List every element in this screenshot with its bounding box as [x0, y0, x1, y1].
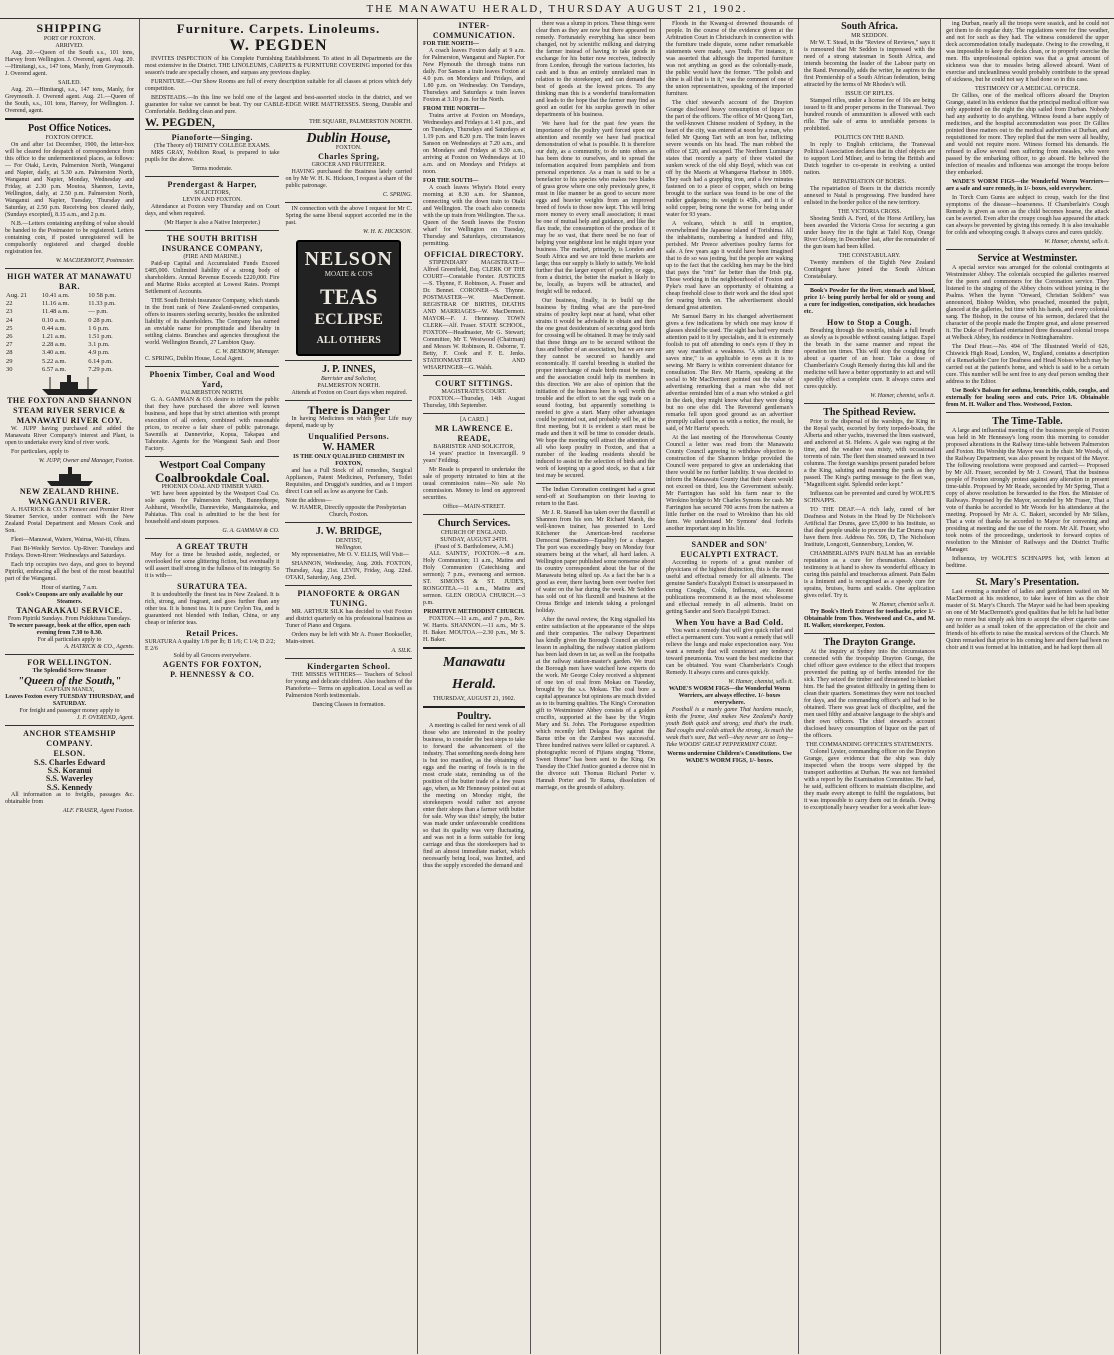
chamberlain-signature: W. Hamer, chemist sells it.: [871, 602, 935, 608]
methodist-title: PRIMITIVE METHODIST CHURCH.: [423, 609, 525, 615]
ship-list: [5, 759, 134, 792]
divider: [423, 647, 525, 649]
prendergast-body: Attendance at Foxton very Thursday and on Court days, and when required.: [145, 204, 280, 218]
divider: [285, 360, 412, 361]
agents-foxton: AGENTS FOR FOXTON,: [162, 660, 262, 670]
dublin-house: Dublin House,: [306, 131, 392, 147]
repatriation-body: The repatriation of Boers in the districts recently annexed to Natal is progressing. Five hundred have enlisted in the border police of the new territory.: [804, 186, 935, 206]
sailed-label: SAILED.: [58, 80, 81, 86]
column-news-2: [661, 19, 799, 1354]
divider: [946, 573, 1109, 574]
retail-prices: Retail Prices.: [186, 629, 239, 639]
tide-row: [5, 333, 134, 341]
tangarakau-body: From Pipiriki Sundays. From Pukikituna Tuesdays.: [7, 616, 132, 623]
local-news-2: After the naval review, the King signalled his entire satisfaction at the appearance of the ships and their companies. The railway Department has kindly given the Borough Council an object lesson in asphalting, the railway station platform has been laid down in tar, as well as the footpaths at the railway station-master's garden. We trust the Borough men have watched how experts do the work. Mr George Coley received a shipment of one ton of coal from Mokau on Tuesday, brought by the s.s. Mokau. The coal bore a capital appearance but opinions are much divided as to its burning qualities. The King's Coronation gift to Westminster Abbey consists of a golden crucifix, supported at the base by the Virgin Mary and St. John. The Portuguese expedition which recently left Delagoa Bay against the Barue tribe on the Zambesi was successful. Three hundred natives were killed or captured. A photographic record of Fijians singing "Home, Sweet Home" has been sent to the King. On Tuesday the Chief Justice granted a decree nisi in the divorce suit Thomas Richard Porter v. Hannah Porter and Te Rama, dissolution of marriage, on the grounds of adultery.: [536, 617, 655, 791]
reade-name: MR LAWRENCE E. READE,: [435, 424, 513, 443]
tide-cell: 10.41 a.m.: [42, 292, 70, 299]
bridge-body: My representative, Mr O. V. ELLIS, Will Visit—: [291, 552, 409, 559]
tide-cell: 0.10 a.m.: [42, 316, 67, 324]
tide-cell: 3.1 p.m.: [88, 341, 110, 349]
nelson-name: NELSON: [304, 248, 393, 271]
anchor-company-title: ANCHOR STEAMSHIP COMPANY.: [23, 729, 116, 749]
divider: [285, 202, 412, 203]
nelson-all-others: ALL OTHERS: [316, 335, 381, 347]
victoria-cross-body: Shoeing Smith A. Ford, of the Horse Artillery, has been awarded the Victoria Cross for securing a gun under heavy fire in the fight at Tafel Kop, Orange River Colony, in December last, after the remainder of the gun team had been killed.: [804, 216, 935, 250]
suratura-body: It is undoubtedly the finest tea in New Zealand. It is rich, strong, and fragrant, and goes further than any other tea. It is honest tea. It is pure Ceylon Tea, and is guaranteed not blended with Indian, China, or any cheap or inferior teas.: [145, 592, 280, 627]
tide-cell: 5.22 a.m.: [42, 357, 67, 365]
divider: [423, 375, 525, 376]
innes-location: PALMERSTON NORTH.: [317, 383, 381, 390]
divider: [285, 658, 412, 659]
church-date: SUNDAY, AUGUST 24TH.: [440, 537, 508, 543]
croup-signature: W. Hamer, chemist, sells it.: [1044, 239, 1109, 245]
from-north-body: Trains arrive at Foxton on Mondays, Wednesdays and Fridays at 1.41 p.m., and on Tuesdays, Thursdays and Saturdays at 1.19 p.m. and 8.20 p.m. The train leaves Sanson on Wednesdays at 7.20 a.m., and on Mondays and Fridays at 9.30 a.m., arriving at Foxton on Wednesdays at 10 a.m. and on Mondays and Fridays at noon.: [423, 113, 525, 175]
insurance-body-2: THE South British Insurance Company, which stands in the front rank of New Zealand-owned companies, offers to insurers sterling security, besides the unlimited liability of its shareholders. The Company has earned an enviable name for promptitude and liberality in settling claims. Branches and agencies throughout the world. Wellington Branch, 27 Lambton Quay.: [145, 298, 280, 347]
shipping-title: SHIPPING: [36, 21, 103, 35]
insurance-body: Paid-up Capital and Accumulated Funds Exceed £485,000. Unlimited liability of a strong body of shareholders. Annual Revenue Exceeds £220,000. Fire and Marine Risks accepted at Lowest Rates. Prompt Settlement of Accounts.: [145, 261, 280, 296]
drayton-continued: ing Durban, nearly all the troops were seasick, and he could not get them to do regular duty. The regulations were for fine weather, and not for such as they had. The witness considered the upper deck accommodation totally inadequate. Owing to the crowding, it was impossible to keep the decks clean, or to properly exercise the men. His unprofessional opinion was that a great amount of sickness was due to measles being allowed aboard. Want of exercise and uncleanliness would probably contribute to the spread of sickness, but he could not say it had done so in this case.: [946, 21, 1109, 83]
statements-body: Colonel Lyster, commanding officer on the Drayton Grange, gave evidence that the ship was duly inspected when the troops were shipped by the transport authorities at Durban. He was not furnished with a report by the Examination Committee. He had, he said, sufficient officers to maintain discipline, and they made every attempt to fulfil the regulations, but it was impossible to carry them out in details. Owing to exceptionally heavy weather for a week after leav-: [804, 749, 935, 811]
spithead-title: The Spithead Review.: [823, 407, 916, 418]
divider: [804, 633, 935, 634]
poultry-continued-2: We have had for the past few years the importance of the poultry yard forced upon our attention and recently we have had practical demonstration of what is possible. It is therefore our duty, as a community, to do unto others as has been done to ourselves, and to spread the information acquired from pamphlets and from personal experience. As a man is said to be a benefactor to his species who makes two blades of grass grow where one only previously grew, it must in like manner be as good to secure more eggs and heavier weights from an improved breed of fowls to those now kept. This will bring more money to every small association; it must be one of mutual help and guidance, and like the flax trade, the consumption of the produce of it may be so vast, that there need be no fear of helping your neighbour lest he might injure your business. The market, primarily, is London and South Africa and we are told these markets are large; thus our supply is likely to satisfy. We hold further that the larger export of poultry, or eggs, from a district, the better the market is likely to be, locally, as buyers will be attracted, and freight will be reduced.: [536, 121, 655, 295]
queen-of-south: "Queen of the South,": [17, 675, 122, 688]
tide-cell: 11.33 p.m.: [88, 300, 116, 308]
ship-name: S.S. Kennedy: [46, 782, 93, 792]
dancing-classes: Dancing Classes in formation.: [312, 702, 386, 709]
postmaster-signature: W. MACDERMOTT, Postmaster.: [55, 258, 134, 264]
truth-title: A GREAT TRUTH: [176, 542, 249, 552]
local-news: Mr J. R. Stansell has taken over the flaxmill at Shannon from his son. Mr Richard Marsh, the well-known trainer, has presented to Lord Kitchener the American-bred racehorse Democrat (Sensation—Equality) for a charger. The port was exceedingly busy on Monday four steamers being at the wharf, all hard laden. A Wellington paper published some nonsense about its country correspondent about the bar of the Manawatu being silted up. As a fact the bar is a good as ever, there having been over twelve feet of water on the bar during the week. Mr Seddon has sold out of his flaxmill and business at the Oroua Bridge and intends taking a prolonged holiday.: [536, 510, 655, 614]
column-news-1: [531, 19, 661, 1354]
reade-body-2: Mr Reade is prepared to undertake the sale of property intrusted to him at the usual commission rates—No sale No commission. Money to lend on approved securities.: [423, 467, 525, 501]
divider: [946, 412, 1109, 413]
pegden-address: THE SQUARE, PALMERSTON NORTH.: [309, 118, 412, 125]
stop-cough-signature: W. Hamer, chemist, sells it.: [870, 393, 935, 399]
testimony-heading: TESTIMONY OF A MEDICAL OFFICER.: [974, 86, 1081, 92]
divider: [285, 585, 412, 586]
divider: [145, 176, 279, 177]
tide-row: [5, 317, 134, 325]
poultry-title: Poultry.: [456, 711, 492, 722]
bad-cold-body: You want a remedy that will give quick relief and effect a permanent cure. You want a remedy that will relieve the lungs and make expectoration easy. You want a remedy that will counteract any tendency toward pneumonia. You want the best medicine that can be obtained. You want Chamberlain's Cough Remedy. It always cures and cures quickly.: [666, 628, 794, 676]
toothache-advert: Try Book's Herb Extract for toothache, price 1/- Obtainable from Thos. Westwood and Co., and M. H. Walker, storekeeper, Foxton.: [804, 609, 935, 629]
tide-cell: 4.9 p.m.: [88, 349, 110, 357]
for-south-label: FOR THE SOUTH—: [423, 178, 479, 184]
column-shipping: [0, 19, 140, 1354]
church-body: ALL SAINTS', FOXTON.—8 a.m. Holy Communion; 11 a.m., Matins and Holy Communion (Catechising and sermon); 7 p.m., evensong and sermon. ST. SIMON'S & ST. JUDE'S, RONGOTEA.—11 a.m., Matins and sermon. GLEN OROUA CHURCH.—3 p.m.: [423, 551, 525, 606]
post-office-title: Post Office Notices.: [27, 123, 112, 134]
steamer-icon: [5, 374, 134, 396]
bad-cold-signature: W. Hamer, chemist, sells it.: [728, 679, 793, 685]
news-steward: The chief steward's account of the Drayton Grange disclosed heavy consumption of liquor on the part of the officers. The office of Mr Quong Tart, the well-known Chinese resident of Sydney, in the heart of the city, was entered at noon by a man, who felled Mr Quong Tart with an iron bar, inflicting severe wounds on his head. The man robbed the office of £20, and escaped. The Northern Luminary states that recently a party of three visited the sunken wreck of the old ship Boyd, which was cut off by the Maoris at Whangaroa Harbour in 1809. They each had a grappling iron, and a few minutes fastened on to a piece of copper, which on being brought to the surface was found to be one of the rudder gudgeons; its weight is 45lb., and it is of solid copper, being none the worse for being under water for 93 years.: [666, 100, 793, 218]
phoenix-title: Phoenix Timber, Coal and Wood Yard,: [149, 370, 276, 390]
tide-cell: 22: [6, 300, 13, 308]
for-south-body: A coach leaves Whyte's Hotel every morning at 8.30 a.m. for Shannon, connecting with the down train to Otaki and Wellington. The coach also connects with the up train from Wellington. The s.s. Queen of the South leaves the Foxton wharf for Wellington on Tuesday, Thursday and Saturdays, circumstances permitting.: [423, 185, 525, 247]
poultry-body: A meeting is called for next week of all those who are interested in the poultry business, to consider the best steps to take to forward the advancement of the industry. That something needs doing here is but too manifest, as the obtaining of eggs and the rearing of fowls is in the most crude state, reminding us of the position of the butter trade of a few years ago, when, as Mr Hennessy pointed out at the meeting on Monday night, the storekeepers would rather not anyone enter their shops than a farmer with butter for sale. Why was this? simply, the butter was made under unfavourable conditions so that its quality was very fluctuating, and was not in a form suitable for long carriage and thus the storekeepers had to find an almost immediate market, which necessarily being local, was limited, and thus the supply exceeded the demand and: [423, 723, 525, 869]
danger-title: There is Danger: [307, 403, 390, 418]
divider: [145, 538, 279, 539]
tide-row: [5, 292, 134, 300]
tide-cell: 11.16 a.m.: [42, 300, 70, 308]
hamer-name: W. HAMER: [322, 442, 375, 454]
deaf-hear: The Deaf Hear.—No. 494 of The Illustrated World of 626, Chiswick High Road, London, W., England, contains a description of a Remarkable Cure for Deafness and Head Noises which may be carried out at the patient's home, and which is said to be a certain cure. This number will be sent free to any deaf person sending their address to the Editor.: [946, 344, 1109, 385]
westport-title: Westport Coal Company: [159, 460, 266, 472]
prendergast-title: Prendergast & Harper,: [167, 180, 257, 190]
nelson-eclipse: ECLIPSE: [314, 311, 383, 329]
silk-orders: Orders may be left with Mr A. Fraser Bookseller, Main-street.: [285, 632, 412, 646]
leaves-foxton: Leaves Foxton every TUESDAY THURSDAY, and SATURDAY.: [5, 694, 134, 708]
rand-heading: POLITICS ON THE RAND.: [834, 135, 905, 141]
spring-body: HAVING purchased the Business lately carried on by Mr W. H. K. Hickson, I request a share of the public patronage.: [285, 169, 412, 190]
pegden-title: W. PEGDEN: [229, 37, 328, 54]
influenza-note: Influenza can be prevented and cured by WOLFE'S SCHNAPPS.: [804, 491, 935, 504]
suratura-title: SURATURA TEA.: [177, 582, 248, 592]
westport-body: WE have been appointed by the Westport Coal Co. sole agents for Palmerston North, Bunnythorpe, Ashhurst, Woodville, Dannevirke, Mangatainoka, and Pahiatua. This coal is admitted to be the best for household and steam purposes.: [145, 491, 280, 526]
furniture-heading: Furniture. Carpets. Linoleums.: [176, 21, 381, 36]
divider: [666, 536, 793, 537]
sold-everywhere: Sold by all Grocers everywhere.: [173, 653, 251, 660]
divider: [285, 522, 412, 523]
drayton-title: The Drayton Grange.: [823, 637, 916, 648]
inter-communication-title: INTER-COMMUNICATION.: [432, 21, 516, 40]
pegden-bedsteads: BEDSTEADS.—In this line we hold one of the largest and best-assorted stocks in the district, and we guarantee for value we cannot be beat. Try our CABLE-EDGE WIRE MATTRESSES. Strong, Durable and Comfortable. Bedding clean and pure.: [145, 95, 412, 115]
constabulary-heading: THE CONSTABULARY.: [838, 253, 901, 259]
court-subtitle: MAGISTRATE'S COURT.: [441, 389, 507, 395]
nelson-tea-advert: [296, 240, 401, 356]
coalbrookdale: Coalbrookdale Coal.: [154, 470, 270, 486]
piano-organ-title: PIANOFORTE & ORGAN TUNING.: [297, 589, 400, 609]
bad-cold-title: When You have a Bad Cold.: [675, 618, 784, 627]
westminster-title: Service at Westminster.: [977, 253, 1078, 264]
left-adverts: [145, 133, 279, 709]
phoenix-body: G. A. GAMMAN & CO. desire to inform the public that they have purchased the above well known business, and hope that by strict attention with prompt execution of all orders, combined with reasonable prices, to receive a fair share of public patronage. Sawmills at Dannevirke, Kopua, Takapau and Tahoraite. Agents for the Wanganui Sash and Door Factory.: [145, 397, 280, 453]
drayton-body: At the inquiry at Sydney into the circumstances connected with the troopship Drayton Grange, the chief officer gave evidence to the effect that troopers prevented the putting up of berths intended for the sick. They seized the timber and threatened to blanket him. He had the greatest difficulty in getting them to clean their quarters. Sometimes they were not touched for days, and the commanding officer's aid had to be obtained. There was great lack of discipline, and the men used filthy and abusive language to the ship's and their own officers. The chief steward's account disclosed heavy consumption of liquor on the part of the officers.: [804, 649, 935, 739]
reade-title: BARRISTER AND SOLICITOR,: [433, 444, 515, 450]
divider: [5, 268, 134, 269]
wanganui-body: A. HATRICK & CO.'S Pioneer and Premier River Steamer Service, under contract with the New Zealand Postal Department and Messrs Cook and Son.: [5, 507, 134, 535]
grocer: GROCER AND FRUITERER.: [311, 162, 386, 169]
sailed-text: Aug. 20.—Himitangi, s.s., 147 tons, Manly, for Greymouth. J. Overend agent. Aug. 21.—Queen of the South, s.s., 101 tons, Harvey, for Wellington. J. Overend, agent.: [5, 87, 134, 114]
tide-cell: 24: [6, 316, 13, 324]
sander-title: SANDER and SON' EUCALYPTI EXTRACT.: [680, 540, 779, 559]
gray-terms: Terms moderate.: [192, 166, 233, 173]
official-directory-body: STIPENDIARY MAGISTRATE—Alfred Greenfield, Esq. CLERK OF THE COURT—Constable Forster. JUSTICES—S. Thynne, F. Robinson, A. Fraser and Dr. Bennet. CORONER—S. Thynne. POSTMASTER—W. MacDermott. REGISTRAR OF BIRTHS, DEATHS AND MARRIAGES—W. MacDermott. MAYOR—F. J. Hennessy. TOWN CLERK—Alf. Fraser. STATE SCHOOL, FOXTON—Headmaster, Mr G. Stewart; Committee, Mr T. Westwood (Chairman) and Messrs W. Robinson, R. Osborne, T. Betty, F. Cook and F. E. Jenks. STATIONMASTER AND WHARFINGER—G. Walsh.: [423, 260, 525, 371]
testimony-body: Dr Gillies, one of the medical officers aboard the Drayton Grange, stated in his evidence that the principal medical officer was only appointed on the night the ship sailed from Durban. Nobody had any authority to do anything. Witness found a bare supply of medicines, and the hospital accommodation was poor. Dr Gillies pointed these matters out to the medical authorities at Durban, and requisitioned for more. They replied that the men were all healthy, and would not require more. Witness formed his demands. He refused to allow several men suffering from measles, who were passed by the embarking officer, to go aboard. He believed the infection of measles and influenza was amongst the troops before they embarked.: [946, 93, 1109, 176]
river-steamer-icon: [5, 465, 134, 487]
captain: CAPTAIN MANLY,: [44, 687, 95, 694]
tide-cell: 26: [6, 333, 13, 341]
secure-passage: To secure passage, book at the office, open each evening from 7.30 to 8.30.: [9, 623, 130, 637]
river-service-contact: For particulars, apply to: [11, 449, 69, 456]
st-marys-body: Last evening a number of ladies and gentlemen waited on Mr MacDermott at his residence, to take leave of him as the choir master of St. Mary's Church. The Mayor said he had been speaking on one of Mr MacDermott's good qualities that he felt he had better say no more but simply ask him to accept the silver cigarette case and holder as a small token of the appreciation of the choir and friends of his efforts to raise the musical services of the Church. Mr Quinn remarked that prior to his coming here and there had been no choir and it was formed at his initiation, and he had kept them all: [946, 589, 1109, 651]
poultry-continued: there was a slump in prices. These things were clear then as they are now but there appeared no remedy. Fortunately everything has since been changed, not by scientific milking and dairying the farmer instead of having to take goods in exchange for his butter now receives, indirectly from London, through the various factories, his cash and is thus an entirely unrelated man in relation to the storekeeper, and can demand the best of goods at the lowest prices. To any thinking man this is a wonderful transformation and leads to the hope that the farmer may find as good an outlet for his surplus growth in other departments of his business.: [536, 21, 655, 118]
divider: [804, 403, 935, 404]
right-adverts: [285, 133, 412, 709]
tide-cell: 1.51 p.m.: [88, 333, 113, 341]
tide-cell: 27: [6, 341, 13, 349]
stop-cough-title: How to Stop a Cough.: [827, 318, 912, 327]
news-council: At the last meeting of the Horowhenua County Council a letter was read from the Manawatu County Council agreeing to withdraw objection to construction of the Shannon bridge provided the Council were prepared to give an undertaking that there would be no further liability. It was decided to inform the Manawatu County that their share would not exceed on third, less the Government subsidy. Mr Farrington has sold his farm near to the Wirokino bridge to Mr Charles Symons for cash. Mr Farrington has secured 700 acres from the natives a little further on the road to Wirokino than his old farm. We understand Mr Symons' deal forfeits another important step in his life.: [666, 435, 793, 532]
poultry-continued-3: Our business, finally, is to build up the business by finding what are the pure-bred strains of poultry kept near at hand, what other strains it would be advisable to obtain and then the one great desideratum of securing good birds for crossing will be obtained. It may be truly said that these things are to be secured without the fuss and bother of an association, but we are sure they cannot be secured so handily and economically. If careful breeding is studied the proper interchange of male birds must be made, and the association could help its members in this direction. We are also of opinion that the initiation of the business here is well worth the trouble and the effort to set the egg trade on a sound footing, but apparently something is needed to give a start. Many other advantages could be pointed out, and probably will be, at the first meeting, but it is evident a start must be made and then it will be time to consider details. We hope the meeting will attract the attention of all who keep poultry in Foxton, and that a number of the leading residents should be induced to assist in the selection of birds and the work of keeping up a good stock, so that a fair test may be secured.: [536, 298, 655, 479]
from-north-label: FROM THE NORTH—: [423, 106, 485, 112]
nelson-company: MOATE & CO'S: [324, 270, 373, 279]
divider: [5, 118, 134, 120]
chamberlain-balm: CHAMBERLAIN'S PAIN BALM has an enviable reputation as a cure for rheumatism. Abundant testimony is at hand to show its wonderful efficacy in curing this painful and treacherous ailment. Pain Balm is a liniment and is recognised as a speedy cure for sprains, bruises, burns and scalds. One application gives relief. Try it.: [804, 551, 935, 599]
tide-cell: 3.40 a.m.: [42, 349, 67, 357]
for-wellington-title: FOR WELLINGTON.: [27, 658, 112, 668]
tide-row: [5, 300, 134, 308]
reade-body: 14 years' practice in Invercargill. 9 years' Feilding.: [423, 451, 525, 464]
football-verse: Football is a manly game That hardens muscle, knits the frame, And makes New Zealand's hardy youth Both quick and strong; and that's the truth. Bad coughs and colds attack the strong, As much the weak that's sure, But well—they never are so long— Take WOODS' GREAT PEPPERMINT CURE.: [666, 707, 793, 748]
kindergarten-title: Kindergarten School.: [307, 662, 391, 672]
divider: [145, 230, 279, 231]
insurance-subtitle: (FIRE AND MARINE.): [183, 254, 242, 261]
tide-table: [5, 292, 134, 374]
divider: [5, 725, 134, 726]
news-floods: Floods in the Kwang-si drowned thousands of people. In the course of the evidence given at the Arbitration Court in Christchurch in connection with the furniture trade dispute, some rather remarkable statements were made, says Truth. For instance, it was asserted that although the imported furniture was not anything as good as the colonially-made, the public would have the former. "The polish and shine is all that is in it," was the comment of one of the union representatives, speaking of the imported furniture.: [666, 21, 793, 97]
deaf-note: TO THE DEAF.—A rich lady, cured of her Deafness and Noises in the Head by Dr Nicholson's Artificial Ear Drums, gave £5,000 to his Institute, so that deaf people unable to procure the Ear Drums may have them free. Address No. 596, D, The Nicholson Institute, Longcott, Gunnersbury, London, W.: [804, 507, 935, 548]
church-services-title: Church Services.: [437, 518, 511, 529]
card-label: [A CARD.]: [460, 417, 488, 423]
tide-cell: 10 58 p.m.: [88, 292, 117, 299]
south-africa-title: South Africa.: [841, 21, 898, 32]
tide-cell: 7.29 p.m.: [88, 365, 113, 373]
tide-title: HIGH WATER AT MANAWATU BAR.: [7, 272, 132, 291]
court-body: FOXTON.—Thursday, 14th August Thursday, 18th September.: [423, 396, 525, 409]
pegden-furniture: FURNITURE.—Our Show Rooms are full of every description suitable for all classes at prices which defy competition.: [145, 79, 412, 92]
spring-agent: C. SPRING, Dublin House, Local Agent.: [145, 356, 244, 363]
pegden-body: INVITES INSPECTION of his Complete Furnishing Establishment. To attest in all Departments are the most extensive in the District. THE LINOLEUMS, CARPETS & FURNITURE COVERING imported for this season's trade are specially chosen, and surpass any previous display.: [145, 56, 412, 76]
innes-title: Barrister and Solicitor,: [320, 376, 377, 383]
tide-row: [5, 366, 134, 374]
constabulary-body: Twenty members of the Eighth New Zealand Contingent have joined the South African Constabulary.: [804, 260, 935, 280]
for-north-label: FOR THE NORTH—: [423, 41, 480, 47]
sander-body: According to reports of a great number of physicians of the highest distinction, this is the most useful and effectual remedy for all ailments. The genuine Sander's Eucalypti Extract is unsurpassed in curing Coughs, Colds, Influenza, etc. Recent publications recommend it as the most wholesome and effectual remedy in all ailments. Insist on getting Sander and Son's Eucalypti Extract.: [666, 560, 793, 615]
divider: [145, 456, 279, 457]
shipping-subtitle: PORT OF FOXTON.: [43, 36, 96, 42]
bridge-visits: SHANNON, Wednesday, Aug. 20th. FOXTON, Thursday, Aug. 21st. LEVIN, Friday, Aug. 22nd. OTAKI, Saturday, Aug. 23rd.: [285, 561, 412, 582]
spring-name: Charles Spring,: [318, 152, 380, 162]
piano-title: Pianoforte—Singing.: [171, 133, 253, 143]
tide-row: [5, 308, 134, 316]
tide-cell: 25: [6, 324, 13, 332]
tide-row: [5, 325, 134, 333]
elson: ELSON.: [53, 749, 86, 759]
gamman-signature: G. A. GAMMAN & CO.: [222, 528, 280, 535]
books-powder: Book's Powder for the liver, stomach and blood, price 1/- being purely herbal for old or young and a cure for indigestion, constipation, sick headaches etc.: [804, 288, 935, 315]
victoria-cross-heading: THE VICTORIA CROSS.: [837, 209, 902, 215]
tide-cell: 23: [6, 308, 13, 316]
piano-subtitle: (The Theory of) TRINITY COLLEGE EXAMS.: [153, 143, 271, 150]
river-service-title: THE FOXTON AND SHANNON STEAM RIVER SERVICE & MANAWATU RIVER COY.: [7, 396, 132, 426]
methodist-body: FOXTON.—11 a.m., and 7 p.m., Rev. W. Harris. SHANNON.—11 a.m., Mr S. H. Baker. MOUTOA.—2.30 p.m., Mr S. H. Baker.: [423, 616, 525, 643]
bridge-city: Wellington.: [335, 545, 363, 552]
levin-foxton: LEVIN AND FOXTON.: [182, 197, 242, 204]
tide-cell: 28: [6, 349, 13, 357]
hour-starting: Hour of starting, 7 a.m.: [41, 585, 98, 592]
divider: [423, 706, 525, 708]
freight-info: For freight and passenger money apply to: [19, 708, 120, 715]
hamer-address: W. HAMER, Directly opposite the Presbyterian Church, Foxton.: [291, 505, 407, 519]
wanganui-river-title: WANGANUI RIVER.: [28, 497, 111, 507]
official-directory-title: OFFICIAL DIRECTORY.: [424, 250, 524, 259]
church-feast: (Feast of S. Bartholomew, A.M.): [434, 544, 514, 550]
masthead: THE MANAWATU HERALD, THURSDAY AUGUST 21, 1902.: [0, 0, 1114, 19]
herald-title: Manawatu Herald.: [442, 655, 506, 692]
truth-body: May for a time be brushed aside, neglected, or overlooked for some glittering fiction, but eventually it will assert itself strong in the fullness of its integrity. So it is with—: [145, 552, 280, 580]
church-subtitle: CHURCH OF ENGLAND.: [440, 530, 508, 536]
spring-signature: C. SPRING.: [382, 192, 412, 199]
anchor-info: All information as to freights, passages &c. obtainable from: [5, 791, 134, 805]
divider: [145, 366, 279, 367]
tide-cell: 0 28 p.m.: [88, 316, 113, 324]
post-office-subtitle: FOXTON OFFICE.: [45, 135, 94, 141]
rifles-heading: ISSUE OF RIFLES.: [845, 91, 894, 97]
divider: [5, 654, 134, 655]
time-table-title: The Time-Table.: [992, 416, 1063, 427]
phoenix-location: PALMERSTON NORTH.: [180, 390, 244, 397]
nz-rhine-title: NEW ZEALAND RHINE.: [19, 487, 120, 497]
phoenix-yard: PHOENIX COAL AND TIMBER YARD.: [161, 484, 263, 491]
harper-note: (Mr Harper is also a Native Interpreter.): [164, 220, 261, 227]
cooks-coupons: Cook's Coupons are only available by our Steamers.: [16, 592, 123, 606]
tide-cell: Aug. 21: [6, 292, 27, 299]
jupp-signature: W. JUPP, Owner and Manager, Foxton.: [38, 458, 134, 465]
croup-note: In Torch Cum Gums are subject to croup, watch for the first symptoms of the disease—hoarseness. If Chamberlain's Cough Remedy is given as soon as the child becomes hoarse, the attack can be averted. Even after the croupy cough has appeared the attack can always be prevented by giving this remedy. It is also invaluable for colds and whooping cough. It always cures and cures quickly.: [946, 195, 1109, 236]
overend-signature: J. F. OVEREND, Agent.: [76, 715, 134, 722]
column-advertisements: [140, 19, 418, 1354]
tide-cell: 0.44 a.m.: [42, 324, 67, 332]
hamer-body: and has a Full Stock of all remedies, Surgical Appliances, Patent Medicines, Perfumery, Toilet Requisites, and Druggist's sundries, and as I import direct I can sell as low as anyone for Cash.: [285, 468, 412, 496]
spithead-body: Prior to the dispersal of the warships, the King in the Royal yacht, escorted by forty torpedo-boats, the Alberta and other yachts, traversed the lines eastward, and anchored at St. Helens. A gale was raging at the time, and the weather was misty, with occasional torrents of rain. The fleet then steamed seaward in two columns. The foreign warships present paraded before a the King, saluting and manning the yards as they passed. The King's parting message to the fleet was, "Magnificent sight. Splendid order kept.": [804, 419, 935, 488]
silk-body: MR. ARTHUR SILK has decided to visit Foxton and district quarterly on his professional business as Tuner of Piano and Organs.: [285, 609, 412, 630]
hatrick-signature: A. HATRICK & CO., Agents.: [64, 644, 134, 651]
tide-row: [5, 349, 134, 357]
hamer-caption: IS THE ONLY QUALIFIED CHEMIST IN FOXTON,: [293, 454, 405, 468]
ship-name: S.S. Waverley: [45, 774, 94, 784]
benbow-signature: C. W. BENBOW, Manager.: [215, 349, 280, 356]
unqualified: Unqualified Persons.: [308, 432, 390, 442]
divider: [423, 514, 525, 515]
column-news-3: [799, 19, 941, 1354]
hennessy: P. HENNESSY & CO.: [170, 670, 255, 680]
seddon-heading: MR SEDDON.: [851, 33, 888, 39]
bridge-name: J. W. BRIDGE,: [315, 526, 382, 538]
solicitors: SOLICITORS,: [194, 190, 231, 197]
tide-cell: 1.21 a.m.: [42, 333, 67, 341]
stop-cough-body: Breathing through the nostrils, inhale a full breath as slowly as is possible without causing fatigue. Expel the breath in the same manner and repeat the operation ten times. This will stop the coughing for about a quarter of an hour. Take a dose of Chamberlain's Cough Remedy during this lull and the medicine will have a better opportunity to act and will speedily effect a complete cure. It always cures and cures quickly.: [804, 328, 935, 390]
post-office-note: N.B.—Letters containing anything of value should be handed to the Postmaster to be registered. Letters containing coin, if posted unregistered will be compulsorily registered and charged double registration fee.: [5, 221, 134, 255]
statements-heading: THE COMMANDING OFFICER'S STATEMENTS.: [805, 742, 934, 748]
column-news-4: [941, 19, 1114, 1354]
tide-cell: 6.57 a.m.: [42, 365, 67, 373]
splendid-steamer: The Splendid Screw Steamer: [32, 668, 107, 675]
arrived-label: ARRIVED.: [55, 43, 84, 49]
influenza-advert: Influenza, try WOLFE'S SCHNAPPS hot, with lemon at bedtime.: [946, 556, 1109, 569]
divider: [423, 413, 525, 414]
seddon-body: Mr W. T. Stead, in the "Review of Reviews," says it is rumoured that Mr Seddon is impressed with the need of a strong statesman in South Africa, and intends becoming the leader of the Labour party on the Rand. Personally, adds the writer, he aspires to the first Premiership of a South African federation, being attracted by the terms of Mr Rhodes's will.: [804, 40, 935, 88]
divider: [536, 483, 655, 484]
coronation-contingent: The Indian Coronation contingent had a great send-off at Southampton on their leaving to return to the East.: [536, 487, 655, 507]
column-directory: [418, 19, 531, 1354]
tide-cell: 2.28 a.m.: [42, 341, 67, 349]
nelson-teas: TEAS: [319, 284, 378, 310]
time-table-body: A large and influential meeting of the business people of Foxton was held in Mr Hennessy's long room this morning to consider proposed alterations in the Railway time-table between Palmerston and Foxton. His Worship the Mayor was in the chair. Mr Woods, of the Railway Department, was also present by request of the Mayor. The following resolutions were proposed and carried:— Proposed by Mr Alf. Fraser, seconded by Mr J. Coward, That the business people of Foxton strongly protest against any alteration in present time-table. Proposed by Mr Reade, seconded by Mr Spring, That a copy of above resolution be forwarded to the Hon. the Minister of Railways. Proposed by the Mayor, seconded by Mr Fraser, That a vote of thanks be accorded to Mr Woods for his attendance at the meeting. Proposed by Mr A. C. Bakeri, seconded by Mr Silkes, That a vote of thanks be accorded to Mayor for convening and presiding at meeting and the use of the room. Mr Alf. Fraser, who took notes of the proceedings, undertook to forward copies of resolution to the Minister of Railways and the District Traffic Manager.: [946, 428, 1109, 553]
tide-cell: 29: [6, 357, 13, 365]
trip-info: Each trip occupies two days, and goes to beyond Pipiriki, embracing all the best of the most beautiful part of the Wanganui.: [5, 562, 134, 583]
st-marys-title: St. Mary's Presentation.: [975, 577, 1080, 588]
pegden-signature: W. PEGDEN,: [145, 115, 215, 129]
tangarakau-title: TANGARAKAU SERVICE.: [16, 606, 123, 616]
fleet-list: Fleet—Manuwai, Waiere, Wairua, Wai-iti, Ohura.: [11, 537, 131, 544]
arrived-text: Aug. 20.—Queen of the South s.s., 101 tons, Harvey from Wellington. J. Overend, agent. Aug. 20.—Himitangi, s.s., 147 tons, Manly, from Greymouth. J. Overend agent.: [5, 50, 134, 77]
ship-name: S.S. Koranui: [47, 766, 92, 776]
herald-date: THURSDAY, AUGUST 21, 1902.: [432, 696, 516, 702]
divider: [145, 129, 412, 130]
rand-body: In reply to English criticisms, the Transvaal Political Association declares that its chief objects are to support Lord Milner, and to bring the British and Dutch together to co-operate in evolving a united nation.: [804, 142, 935, 176]
wade-advert: WADE'S WORM FIGS—the Wonderful Worm Worriers, are always effective. 1/- boxes everywhere.: [668, 686, 791, 706]
price-list: SURATURA A quality 1/8 per lb; B 1/6; C 1/4; D 2/2; E 2/6: [145, 639, 276, 653]
tide-cell: 11.48 a.m.: [42, 308, 70, 316]
all-particulars: For all particulars apply to: [37, 637, 102, 644]
tide-cell: 30: [6, 365, 13, 373]
repatriation-heading: REPATRIATION OF BOERS.: [832, 179, 907, 185]
danger-body: In having Medicines on which your Life may depend, made up by: [285, 416, 412, 430]
tide-row: [5, 358, 134, 366]
divider: [804, 284, 935, 285]
kindergarten-body: THE MISSES WITHERS— Teachers of School for young and delicate children. Also teachers of the Pianoforte— Terms on application. Local as well as Palmerston North testimonials.: [285, 672, 412, 700]
dublin-town: FOXTON.: [335, 145, 362, 152]
fraser-signature: ALF. FRASER, Agent Foxton.: [62, 807, 134, 814]
silk-signature: A. SILK.: [391, 648, 412, 655]
ship-name: S.S. Charles Edward: [33, 758, 106, 768]
insurance-title: THE SOUTH BRITISH INSURANCE COMPANY,: [161, 234, 263, 254]
divider: [285, 400, 412, 401]
rifles-body: Stamped rifles, under a license fee of 10s are being issued to fit and proper persons in the Transvaal. Two hundred rounds of ammunition is allowed with each rifle. The sale of arms to unreliable persons is prohibited.: [804, 98, 935, 132]
court-sittings-title: COURT SITTINGS.: [435, 379, 513, 388]
note-address: Note the address—: [285, 498, 332, 505]
news-volcano: A volcano, which is still in eruption, overwhelmed the Japanese island of Torishima. All the inhabitants, numbering a hundred and fifty, perished. Mr Preece advertises poultry farms for sale. A few years ago it would have been imagined that to do so was jesting, but the people are waking up to the fact that the cackling hen may be the bird that pays the "rint" far better than the Irish pig. Those working in the neighbourhood of Foxton and Pyke's road have an opportunity of obtaining a cheap freehold close to their work and the ideal spot for rearing birds on. The advertisement should demand great attention.: [666, 221, 793, 311]
river-service-body: W. JUPP having purchased and added the Manawatu River Company's interest and Plant, is open to undertake every kind of river work.: [5, 426, 134, 447]
tide-cell: 6.14 p.m.: [88, 357, 113, 365]
hickson-signature: W. H. K. HICKSON.: [363, 229, 412, 236]
westminster-body: A special service was arranged for the colonial contingents at Westminster Abbey. The colonials occupied the galleries reserved for the peers and commoners for the Coronation service. They listened to the singing of the Abbey choirs without joining in the Psalms. When the hymn "Onward, Christian Soldiers" was announced, Bishop Weldon, who preached, mounted the pulpit, glanced at the galleries, but time with his hands, and every colonial sang. The Bishop, in the course of his sermon, declared that the character of the people made the Empire great, and alone preserved it. The Duke of Portland entertained three thousand colonial troops at Welbeck Abbey, his residence in Nottinghamshire.: [946, 265, 1109, 341]
page-columns: [0, 19, 1114, 1354]
worms-advert: Worms undermine Children's Constitutions. Use WADE'S WORM FIGS, 1/- boxes.: [667, 751, 792, 764]
tide-row: [5, 341, 134, 349]
post-office-body: On and after 1st December, 1900, the letter-box will be cleared for despatch of correspondence from this office to the undermentioned places, as follows:— For Otaki, Levin, Palmerston North, Wanganui and Napier, daily, at 5.30 a.m. Palmerston North, Wanganui and Napier, Monday, Wednesday and Friday, at 2.30 p.m. Moutoa, Shannon, Levin, Wellington, daily, at 2.50 p.m. Palmerston North, Wanganui and Napier, Tuesday, Thursday and Saturday, at 2.50 p.m. Receiving box cleared daily, (Sundays excepted), 8.15 a.m., and 2 p.m.: [5, 142, 134, 218]
gray-body: MRS GRAY, Nobilton Road, is prepared to take pupils for the above.: [145, 150, 280, 164]
bridge-dentist: DENTIST,: [335, 538, 362, 545]
for-north-body: A coach leaves Foxton daily at 9 a.m. for Palmerston, Wanganui and Napier. For New Plymouth the through trains run daily. For Sanson a train leaves Foxton at 4.0 p.m. on Mondays and Fridays, and 1.80 p.m. on Wednesday. On Tuesdays, Thursdays and Saturdays a train leaves Foxton at 3.10 p.m. for the North.: [423, 48, 525, 103]
innes-body: Attends at Foxton on Court days when required.: [291, 390, 408, 397]
weekly-service: Fast Bi-Weekly Service. Up-River: Tuesdays and Fridays. Down-River: Wednesdays and Saturdays.: [5, 546, 134, 560]
innes-name: J. P. INNES,: [322, 364, 376, 376]
tide-cell: — p.m.: [88, 308, 108, 316]
wade-figs: WADE'S WORM FIGS—the Wonderful Worm Worriers—are a safe and sure remedy, in 1/- boxes, sold everywhere.: [946, 179, 1109, 192]
balsam-advert: Use Book's Balsam for asthma, bronchitis, colds, coughs, and externally for healing sores and cuts. Price 1/6. Obtainable from M. H. Walker and Thos. Westwood, Foxton.: [946, 388, 1109, 408]
news-barry: Mr Samuel Barry in his changed advertisement gives a few indications by which one may know if glasses should be used. The sight has had very much attention paid to it by specialists, and it is extremely foolish to put off attending to one's eyes if they in any way manifest a weakness. "A stitch in time saves nine," is as applicable to eyes as it is to sewing. Mr Barry is within convenient distance for consultation. The Rev. Mr Harris, speaking at the social to Mr MacDermott pointed out the value of advertising remarking that a man who did not advertise reminded him of a man who winked a girl in the dark, they might know what they were doing but no one else did. The Reverend gentleman's remarks fell upon good ground as an advertiser promptly called upon us with a notice, the result, he said, of Mr Harris' speech.: [666, 314, 793, 432]
tide-cell: 1 6 p.m.: [88, 324, 110, 332]
hickson-body: IN connection with the above I request for Mr C. Spring the same liberal support accorded me in the past.: [285, 206, 412, 227]
reade-office: Office—MAIN-STREET.: [442, 504, 506, 510]
divider: [946, 249, 1109, 250]
